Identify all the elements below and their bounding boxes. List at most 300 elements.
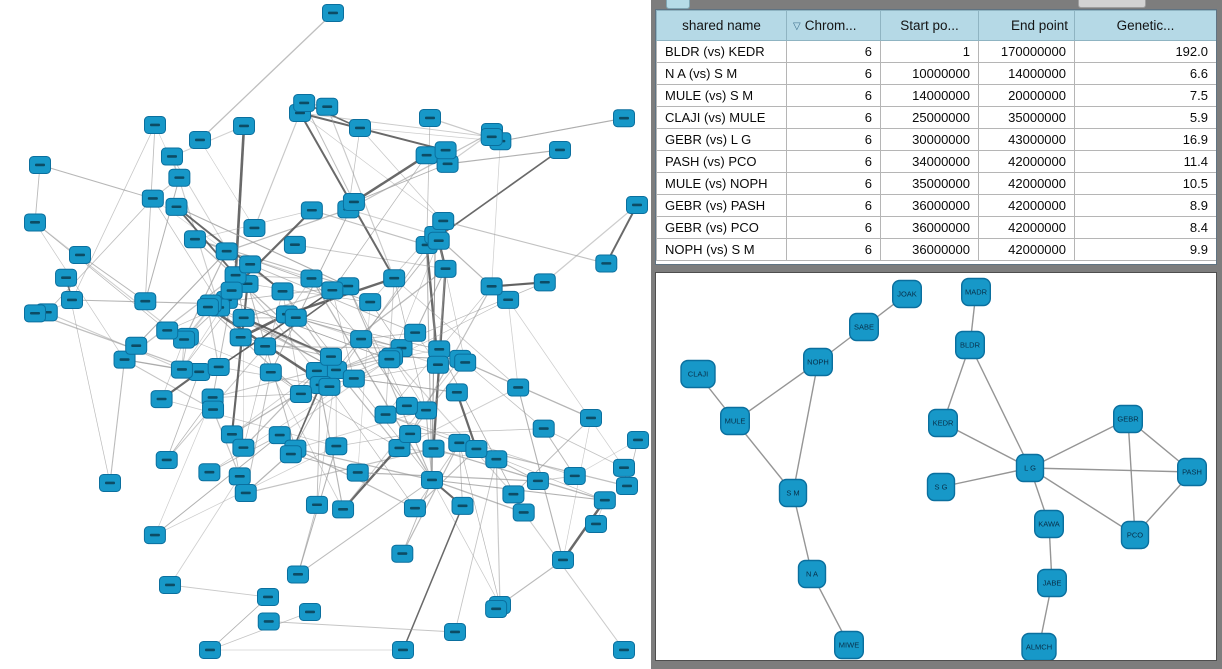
node-label [600,499,610,502]
table-cell[interactable]: 6 [787,63,881,85]
node-label [397,552,407,555]
node-label [174,176,184,179]
hairball-node[interactable] [581,410,602,427]
table-cell[interactable]: 14000000 [979,63,1075,85]
hairball-node[interactable] [184,231,205,248]
table-row[interactable] [657,129,1217,151]
hairball-node[interactable] [614,642,635,659]
hairball-node[interactable] [553,552,574,569]
table-cell[interactable]: 5.9 [1075,107,1217,129]
node-label [327,289,337,292]
node-label: L G [1024,463,1036,473]
hairball-node[interactable] [70,247,91,264]
node-label [312,370,322,373]
hairball-node[interactable] [513,504,534,521]
hairball-node[interactable] [230,329,251,346]
node-label [266,371,276,374]
table-cell[interactable]: 8.9 [1075,195,1217,217]
hairball-node[interactable] [446,384,467,401]
table-cell[interactable]: 14000000 [881,85,979,107]
hairball-node[interactable] [258,613,279,630]
hairball-node[interactable] [290,385,311,402]
node-label [394,447,404,450]
subnetwork-edge-GEBR-PCO[interactable] [1128,419,1135,535]
table-cell[interactable]: 8.4 [1075,217,1217,239]
node-label [558,559,568,562]
subnetwork-node-pash[interactable] [1178,459,1207,486]
subnetwork-node-bldr[interactable] [956,332,985,359]
node-label [450,631,460,634]
node-label [120,358,130,361]
hairball-edge [200,140,254,228]
edge-table [656,10,1217,261]
hairball-node[interactable] [200,642,221,659]
hairball-node[interactable] [272,283,293,300]
hairball-node[interactable] [627,197,648,214]
node-label [586,417,596,420]
edge-table-panel [655,9,1217,265]
node-label [433,363,443,366]
hairball-node[interactable] [240,256,261,273]
hairball-node[interactable] [384,270,405,287]
hairball-node[interactable] [306,496,327,513]
node-label [513,386,523,389]
table-cell[interactable]: BLDR (vs) KEDR [657,41,787,63]
hairball-node[interactable] [343,370,364,387]
hairball-node[interactable] [628,432,649,449]
subnetwork-node-miwe[interactable] [835,632,864,659]
table-cell[interactable]: 25000000 [881,107,979,129]
node-label [471,448,481,451]
table-cell[interactable]: 9.9 [1075,239,1217,261]
node-label: KAWA [1038,519,1060,529]
hairball-node[interactable] [322,282,343,299]
node-label: KEDR [932,418,954,428]
hairball-node[interactable] [319,378,340,395]
hairball-node[interactable] [145,117,166,134]
hairball-node[interactable] [300,604,321,621]
table-cell[interactable]: 36000000 [881,217,979,239]
table-cell[interactable]: PASH (vs) PCO [657,151,787,173]
hairball-node[interactable] [144,527,165,544]
node-label [533,480,543,483]
node-label [427,479,437,482]
hairball-node[interactable] [285,309,306,326]
node-label [203,306,213,309]
node-label [343,285,353,288]
hairball-node[interactable] [323,5,344,22]
table-cell[interactable]: CLAJI (vs) MULE [657,107,787,129]
table-cell[interactable]: 6 [787,129,881,151]
table-cell[interactable]: 10.5 [1075,173,1217,195]
node-label [235,475,245,478]
table-cell[interactable]: N A (vs) S M [657,63,787,85]
node-label [208,396,218,399]
node-label [326,355,336,358]
top-strip [651,0,1222,9]
table-cell[interactable]: 6 [787,217,881,239]
hairball-node[interactable] [550,142,571,159]
node-label [503,298,513,301]
hairball-node[interactable] [294,95,315,112]
node-label [227,289,237,292]
subnetwork-node-pco[interactable] [1122,522,1149,549]
hairball-node[interactable] [405,324,426,341]
hairball-node[interactable] [481,128,502,145]
hairball-node[interactable] [216,243,237,260]
subnetwork-node-sg[interactable] [928,474,955,501]
table-cell[interactable]: 34000000 [881,151,979,173]
hairball-node[interactable] [156,452,177,469]
hairball-node[interactable] [481,278,502,295]
table-cell[interactable]: 16.9 [1075,129,1217,151]
node-label [204,471,214,474]
table-cell[interactable]: 20000000 [979,85,1075,107]
hairball-node[interactable] [56,269,77,286]
table-cell[interactable]: 35000000 [979,107,1075,129]
node-label [591,523,601,526]
node-label [384,358,394,361]
table-cell[interactable]: 36000000 [881,195,979,217]
table-cell[interactable]: 6 [787,195,881,217]
node-label [296,393,306,396]
subnetwork-node-kawa[interactable] [1035,511,1064,538]
node-label: BLDR [959,340,981,350]
hairball-node[interactable] [534,274,555,291]
node-label [519,511,529,514]
hairball-node[interactable] [508,379,529,396]
table-cell[interactable]: 11.4 [1075,151,1217,173]
subnetwork-edge-LG-PASH[interactable] [1030,468,1192,472]
hairball-node[interactable] [280,446,301,463]
hairball-node[interactable] [208,359,229,376]
hairball-node[interactable] [161,148,182,165]
hairball-node[interactable] [25,305,46,322]
table-cell[interactable]: 42000000 [979,217,1075,239]
node-label: PASH [1182,467,1202,477]
node-label: CLAJI [687,369,709,379]
table-cell[interactable]: 170000000 [979,41,1075,63]
table-cell[interactable]: 6 [787,173,881,195]
hairball-node[interactable] [166,198,187,215]
hairball-node[interactable] [126,337,147,354]
node-label [222,250,232,253]
hairball-node[interactable] [435,260,456,277]
hairball-node[interactable] [455,354,476,371]
hairball-node[interactable] [347,464,368,481]
hairball-node[interactable] [435,142,456,159]
hairball-node[interactable] [135,293,156,310]
table-cell[interactable]: 6 [787,239,881,261]
hairball-edge [492,141,501,286]
hairball-edge [465,363,544,429]
hairball-node[interactable] [30,157,51,174]
table-cell[interactable]: 42000000 [979,239,1075,261]
node-label [157,398,167,401]
hairball-node[interactable] [427,356,448,373]
subnetwork-node-noph[interactable] [804,349,833,376]
subnetwork-node-lg[interactable] [1017,455,1044,482]
table-cell[interactable]: 1 [881,41,979,63]
hairball-node[interactable] [221,282,242,299]
table-row[interactable] [657,41,1217,63]
node-label [179,338,189,341]
subnetwork-edge-BLDR-LG[interactable] [970,345,1030,468]
hairball-node[interactable] [433,213,454,230]
node-label [540,281,550,284]
node-label [539,427,549,430]
hairball-edge [40,165,153,199]
column-header-start-po-[interactable] [881,11,979,41]
hairball-node[interactable] [400,425,421,442]
hairball-node[interactable] [151,391,172,408]
hairball-node[interactable] [420,110,441,127]
hairball-node[interactable] [301,270,322,287]
table-cell[interactable]: MULE (vs) S M [657,85,787,107]
table-row[interactable] [657,107,1217,129]
hairball-node[interactable] [486,600,507,617]
subnetwork-node-almch[interactable] [1022,634,1056,661]
hairball-node[interactable] [142,190,163,207]
column-header-chrom-[interactable] [787,11,881,41]
node-label [245,263,255,266]
subnetwork-node-na[interactable] [799,561,826,588]
hairball-node[interactable] [317,98,338,115]
hairball-node[interactable] [429,341,450,358]
hairball-edge [300,113,492,137]
hairball-node[interactable] [396,397,417,414]
hairball-node[interactable] [527,472,548,489]
hairball-node[interactable] [255,338,276,355]
table-cell[interactable]: 42000000 [979,195,1075,217]
table-cell[interactable]: 6 [787,41,881,63]
hairball-node[interactable] [229,468,250,485]
hairball-edge [269,622,455,632]
hairball-node[interactable] [614,110,635,127]
hairball-node[interactable] [169,169,190,186]
hairball-edge [500,118,624,141]
subnetwork-node-claji[interactable] [681,361,715,388]
hairball-node[interactable] [533,420,554,437]
table-cell[interactable]: 6 [787,151,881,173]
node-label [278,290,288,293]
hairball-edge [304,103,354,202]
hairball-node[interactable] [375,406,396,423]
hairball-node[interactable] [466,440,487,457]
node-label [355,127,365,130]
hairball-node[interactable] [287,566,308,583]
node-label: GEBR [1117,414,1139,424]
node-label [299,102,309,105]
hairball-node[interactable] [326,438,347,455]
subnetwork-node-jabe[interactable] [1038,570,1067,597]
table-cell[interactable]: MULE (vs) NOPH [657,173,787,195]
node-label [331,369,341,372]
hairball-node[interactable] [594,492,615,509]
table-row[interactable] [657,173,1217,195]
node-label [389,277,399,280]
node-label [328,12,338,15]
subnetwork-node-joak[interactable] [893,281,922,308]
hairball-edge [170,585,268,597]
column-header-end-point[interactable] [979,11,1075,41]
table-row[interactable] [657,85,1217,107]
column-header-label: Start po... [900,18,959,33]
hairball-node[interactable] [320,348,341,365]
table-cell[interactable]: 192.0 [1075,41,1217,63]
subnetwork-node-mule[interactable] [721,408,750,435]
hairball-node[interactable] [244,220,265,237]
node-label [290,243,300,246]
hairball-node[interactable] [199,464,220,481]
hairball-node[interactable] [596,255,617,272]
hairball-node[interactable] [160,577,181,594]
hairball-node[interactable] [235,485,256,502]
hairball-node[interactable] [393,642,414,659]
table-row[interactable] [657,63,1217,85]
hairball-node[interactable] [360,294,381,311]
subnetwork-node-kedr[interactable] [929,410,958,437]
hairball-node[interactable] [445,624,466,641]
hairball-edge [110,360,125,483]
node-label [61,276,71,279]
subnetwork-node-gebr[interactable] [1114,406,1143,433]
table-cell[interactable]: 6 [787,85,881,107]
subnetwork-edge-NOPH-SM[interactable] [793,362,818,493]
table-cell[interactable]: 42000000 [979,173,1075,195]
table-row[interactable] [657,151,1217,173]
node-label [264,620,274,623]
hairball-node[interactable] [157,322,178,339]
table-cell[interactable]: GEBR (vs) PCO [657,217,787,239]
hairball-node[interactable] [350,120,371,137]
table-cell[interactable]: 6.6 [1075,63,1217,85]
funnel-icon[interactable]: ▽ [793,21,801,32]
table-cell[interactable]: NOPH (vs) S M [657,239,787,261]
hairball-edge [254,113,300,228]
hairball-node[interactable] [260,364,281,381]
table-row[interactable] [657,217,1217,239]
hairball-edge [332,155,426,290]
node-label [349,201,359,204]
node-label [487,285,497,288]
node-label [402,404,412,407]
hairball-node[interactable] [190,132,211,149]
node-label [231,274,241,277]
hairball-node[interactable] [617,478,638,495]
node-label [632,204,642,207]
table-cell[interactable]: 6 [787,107,881,129]
table-cell[interactable]: 36000000 [881,239,979,261]
node-label [260,345,270,348]
node-label [293,573,303,576]
hairball-node[interactable] [258,589,279,606]
column-header-label: End point [1010,18,1068,33]
node-label [208,408,218,411]
hairball-edge [524,513,624,650]
hairball-node[interactable] [301,202,322,219]
hairball-node[interactable] [392,545,413,562]
tab-fragment[interactable] [666,0,690,9]
hairball-node[interactable] [452,497,473,514]
table-body [657,41,1217,261]
table-cell[interactable]: 35000000 [881,173,979,195]
hairball-node[interactable] [416,147,437,164]
hairball-node[interactable] [404,500,425,517]
table-row[interactable] [657,195,1217,217]
hairball-edge [145,125,155,301]
hairball-node[interactable] [333,501,354,518]
hairball-node[interactable] [415,402,436,419]
hairball-node[interactable] [233,309,254,326]
column-header-genetic-[interactable] [1075,11,1217,41]
hairball-node[interactable] [234,118,255,135]
column-header-shared-name[interactable] [657,11,787,41]
table-cell[interactable]: 7.5 [1075,85,1217,107]
hairball-node[interactable] [564,467,585,484]
node-label [349,377,359,380]
table-cell[interactable]: GEBR (vs) L G [657,129,787,151]
node-label [438,220,448,223]
node-label [165,584,175,587]
subnetwork-node-sabe[interactable] [850,314,879,341]
hairball-node[interactable] [503,486,524,503]
node-label [238,446,248,449]
node-label [239,125,249,128]
node-label: NOPH [807,357,829,367]
table-cell[interactable]: GEBR (vs) PASH [657,195,787,217]
table-cell[interactable]: 30000000 [881,129,979,151]
hairball-node[interactable] [428,232,449,249]
hairball-node[interactable] [351,331,372,348]
hairball-node[interactable] [197,299,218,316]
node-label [171,205,181,208]
node-label: JABE [1042,578,1062,588]
table-row[interactable] [657,239,1217,261]
hairball-node[interactable] [171,361,192,378]
hairball-node[interactable] [203,401,224,418]
scrollbar-fragment[interactable] [1078,0,1146,8]
table-cell[interactable]: 43000000 [979,129,1075,151]
hairball-node[interactable] [25,214,46,231]
node-label [619,649,629,652]
subnetwork-svg[interactable] [656,273,1216,660]
table-cell[interactable]: 42000000 [979,151,1075,173]
subnetwork-panel[interactable] [655,272,1217,661]
node-label [275,434,285,437]
hairball-node[interactable] [379,351,400,368]
hairball-node[interactable] [284,236,305,253]
hairball-node[interactable] [422,472,443,489]
hairball-node[interactable] [343,194,364,211]
subnetwork-node-madr[interactable] [962,279,991,306]
subnetwork-node-sm[interactable] [780,480,807,507]
hairball-edge [358,473,538,481]
column-header-label: Chrom... [804,18,857,33]
node-label [331,445,341,448]
table-cell[interactable]: 10000000 [881,63,979,85]
hairball-node[interactable] [423,440,444,457]
hairball-node[interactable] [233,439,254,456]
node-label [214,366,224,369]
hairball-node[interactable] [486,451,507,468]
hairball-node[interactable] [614,459,635,476]
node-label [177,368,187,371]
hairball-node[interactable] [100,475,121,492]
hairball-node[interactable] [62,292,83,309]
node-label [239,316,249,319]
hairball-node[interactable] [586,516,607,533]
